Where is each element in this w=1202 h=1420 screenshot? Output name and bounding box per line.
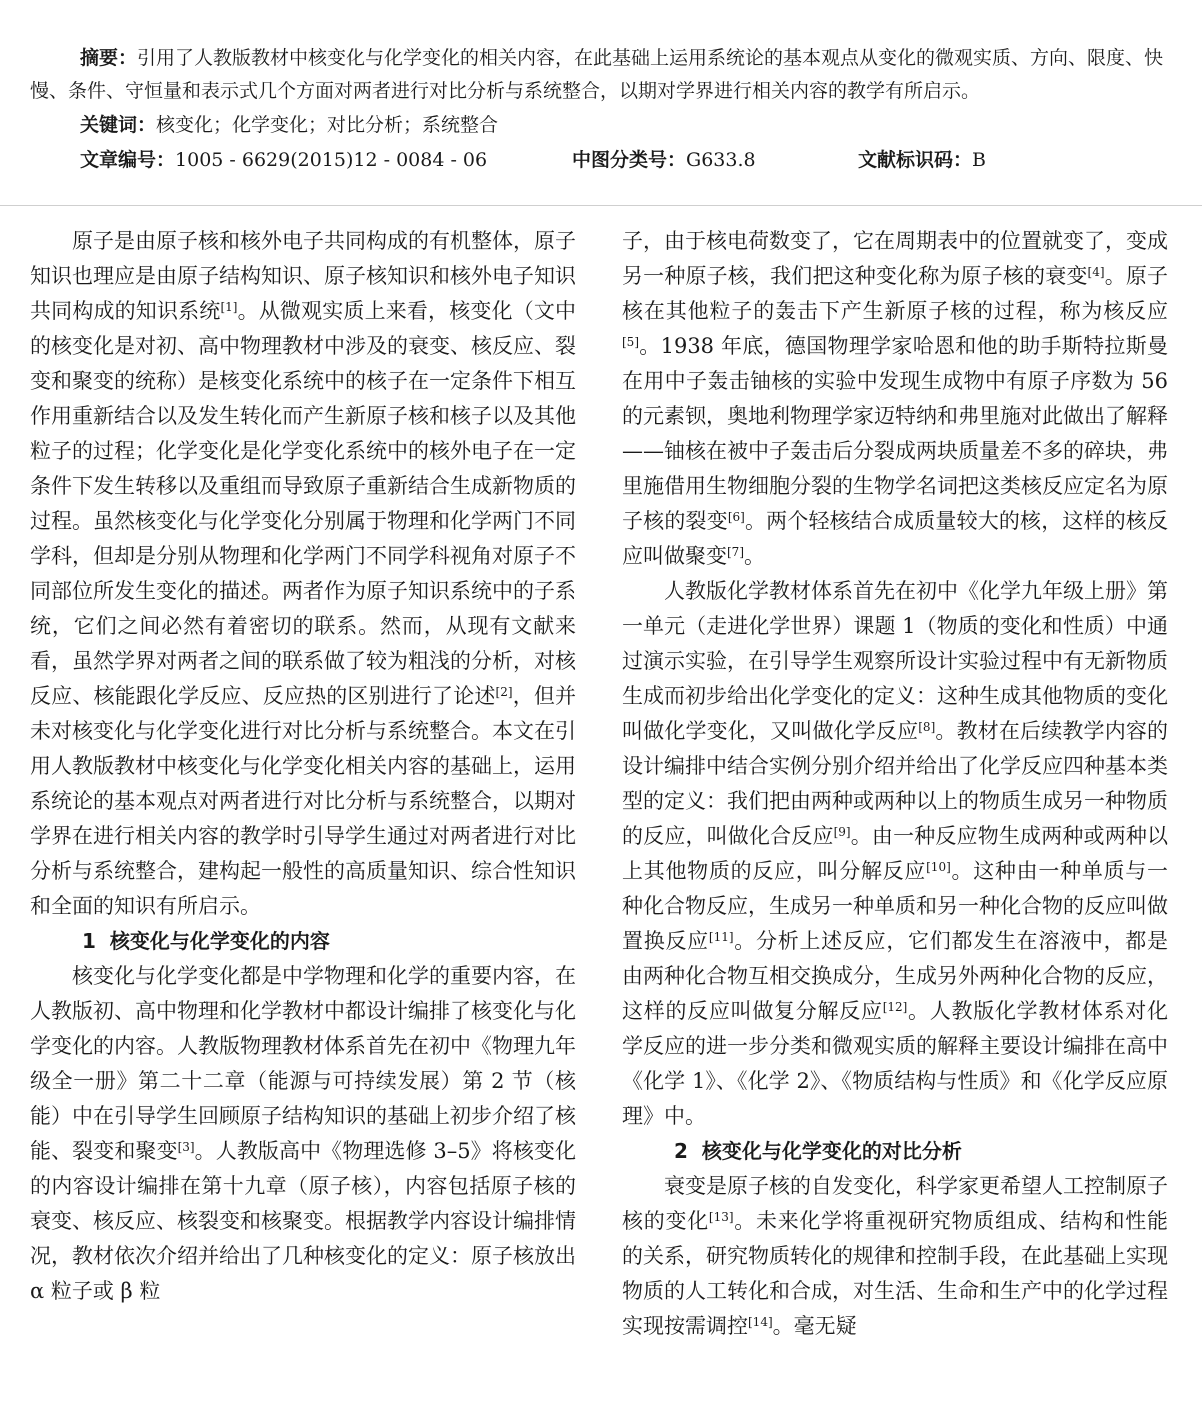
- text-run: 原子是由原子核和核外电子共同构成的有机整体，原子知识也理应是由原子结构知识、原子核知识和核外电子知识共同构成的知识系统: [30, 229, 576, 323]
- text-run: 。毫无疑: [772, 1314, 857, 1338]
- citation: [12]: [882, 1000, 908, 1014]
- citation: [11]: [708, 930, 734, 944]
- document-code: [858, 144, 986, 177]
- text-run: ，但并未对核变化与化学变化进行对比分析与系统整合。本文在引用人教版教材中核变化与化学变化相关内容的基础上，运用系统论的基本观点对两者进行对比分析与系统整合，以期对学界在进行相关内容的教学时引导学生通过对两者进行对比分析与系统整合，建构起一般性的高质量知识、综合性知识和全面的知识有所启示。: [30, 684, 577, 918]
- text-run: 。原子核在其他粒子的轰击下产生新原子核的过程，称为核反应: [622, 264, 1169, 323]
- text-run: 。分析上述反应，它们都发生在溶液中，都是由两种化合物互相交换成分，生成另外两种化合物的反应，这样的反应叫做复分解反应: [622, 929, 1169, 1023]
- section-title: 核变化与化学变化的内容: [109, 929, 330, 953]
- text-run: 子，由于核电荷数变了，它在周期表中的位置就变了，变成另一种原子核，我们把这种变化称为原子核的衰变: [622, 229, 1168, 288]
- section-heading-2: [622, 1134, 1168, 1169]
- body-paragraph: [622, 224, 1168, 574]
- body-paragraph: [30, 959, 576, 1309]
- header-divider: [0, 205, 1202, 206]
- citation: [6]: [727, 510, 745, 524]
- keywords: [80, 109, 498, 142]
- citation: [8]: [918, 720, 936, 734]
- clc-number: [572, 144, 756, 177]
- citation: [7]: [727, 545, 744, 559]
- text-run: 。未来化学将重视研究物质组成、结构和性能的关系，研究物质转化的规律和控制手段，在此基础上实现物质的人工转化和合成，对生活、生命和生产中的化学过程实现按需调控: [622, 1209, 1169, 1338]
- article-number-value: 1005 - 6629(2015)12 - 0084 - 06: [175, 149, 488, 171]
- body-paragraph: [622, 574, 1168, 1134]
- left-column: [30, 224, 576, 1309]
- article-number: [80, 144, 487, 177]
- text-run: 。教材在后续教学内容的设计编排中结合实例分别介绍并给出了化学反应四种基本类型的定义：我们把由两种或两种以上的物质生成另一种物质的反应，叫做化合反应: [622, 719, 1169, 848]
- keywords-label: 关键词：: [80, 114, 157, 136]
- text-run: 。两个轻核结合成质量较大的核，这样的核反应叫做聚变: [622, 509, 1169, 568]
- section-title: 核变化与化学变化的对比分析: [701, 1139, 962, 1163]
- clc-value: G633.8: [686, 149, 756, 171]
- text-run: 。人教版化学教材体系对化学反应的进一步分类和微观实质的解释主要设计编排在高中《化学 1》、《化学 2》、《物质结构与性质》和《化学反应原理》中。: [622, 999, 1169, 1128]
- keywords-text: 核变化；化学变化；对比分析；系统整合: [156, 114, 499, 136]
- text-run: 核变化与化学变化都是中学物理和化学的重要内容，在人教版初、高中物理和化学教材中都设计编排了核变化与化学变化的内容。人教版物理教材体系首先在初中《物理九年级全一册》第二十二章（能源与可持续发展）第 2 节（核能）中在引导学生回顾原子结构知识的基础上初步介绍了核能、裂变和聚变: [30, 964, 576, 1163]
- text-run: 。从微观实质上来看，核变化（文中的核变化是对初、高中物理教材中涉及的衰变、核反应、裂变和聚变的统称）是核变化系统中的核子在一定条件下相互作用重新结合以及发生转化而产生新原子核和核子以及其他粒子的过程；化学变化是化学变化系统中的核外电子在一定条件下发生转移以及重组而导致原子重新结合生成新物质的过程。虽然核变化与化学变化分别属于物理和化学两门不同学科，但却是分别从物理和化学两门不同学科视角对原子不同部位所发生变化的描述。两者作为原子知识系统中的子系统，它们之间必然有着密切的联系。然而，从现有文献来看，虽然学界对两者之间的联系做了较为粗浅的分析，对核反应、核能跟化学反应、反应热的区别进行了论述: [30, 299, 577, 708]
- abstract-text: 引用了人教版教材中核变化与化学变化的相关内容，在此基础上运用系统论的基本观点从变化的微观实质、方向、限度、快慢、条件、守恒量和表示式几个方面对两者进行对比分析与系统整合，以期对学界进行相关内容的教学有所启示。: [30, 47, 1164, 102]
- citation: [3]: [177, 1140, 195, 1154]
- text-run: 。人教版高中《物理选修 3–5》将核变化的内容设计编排在第十九章（原子核），内容包括原子核的衰变、核反应、核裂变和核聚变。根据教学内容设计编排情况，教材依次介绍并给出了几种核变化的定义：原子核放出 α 粒子或 β 粒: [30, 1139, 576, 1303]
- text-run: 衰变是原子核的自发变化，科学家更希望人工控制原子核的变化: [622, 1174, 1168, 1233]
- article-number-label: 文章编号：: [80, 149, 176, 171]
- citation: [14]: [748, 1315, 773, 1329]
- text-run: 人教版化学教材体系首先在初中《化学九年级上册》第一单元（走进化学世界）课题 1（物质的变化和性质）中通过演示实验，在引导学生观察所设计实验过程中有无新物质生成而初步给出化学变化的定义：这种生成其他物质的变化叫做化学变化，又叫做化学反应: [622, 579, 1168, 743]
- text-run: 。1938 年底，德国物理学家哈恩和他的助手斯特拉斯曼在用中子轰击铀核的实验中发现生成物中有原子序数为 56 的元素钡，奥地利物理学家迈特纳和弗里施对此做出了解释——铀核在被中子轰击后分裂成两块质量差不多的碎块，弗里施借用生物细胞分裂的生物学名词把这类核反应定名为原子核的裂变: [622, 334, 1168, 533]
- document-code-value: B: [972, 149, 986, 171]
- text-run: 。这种由一种单质与一种化合物反应，生成另一种单质和另一种化合物的反应叫做置换反应: [622, 859, 1168, 953]
- section-number: 1: [82, 929, 96, 953]
- citation: [4]: [1087, 265, 1105, 279]
- citation: [13]: [708, 1210, 734, 1224]
- citation: [5]: [622, 335, 639, 349]
- citation: [1]: [220, 300, 238, 314]
- body-paragraph: [30, 224, 576, 924]
- text-run: 。由一种反应物生成两种或两种以上其他物质的反应，叫分解反应: [622, 824, 1169, 883]
- section-number: 2: [674, 1139, 688, 1163]
- body-paragraph: [622, 1169, 1168, 1344]
- abstract-label: 摘要：: [80, 47, 138, 69]
- right-column: [622, 224, 1168, 1344]
- citation: [2]: [495, 685, 513, 699]
- section-heading-1: [30, 924, 576, 959]
- citation: [9]: [833, 825, 851, 839]
- abstract: [30, 42, 1170, 108]
- clc-label: 中图分类号：: [572, 149, 687, 171]
- document-code-label: 文献标识码：: [858, 149, 973, 171]
- citation: [10]: [926, 860, 951, 874]
- text-run: 。: [744, 544, 765, 568]
